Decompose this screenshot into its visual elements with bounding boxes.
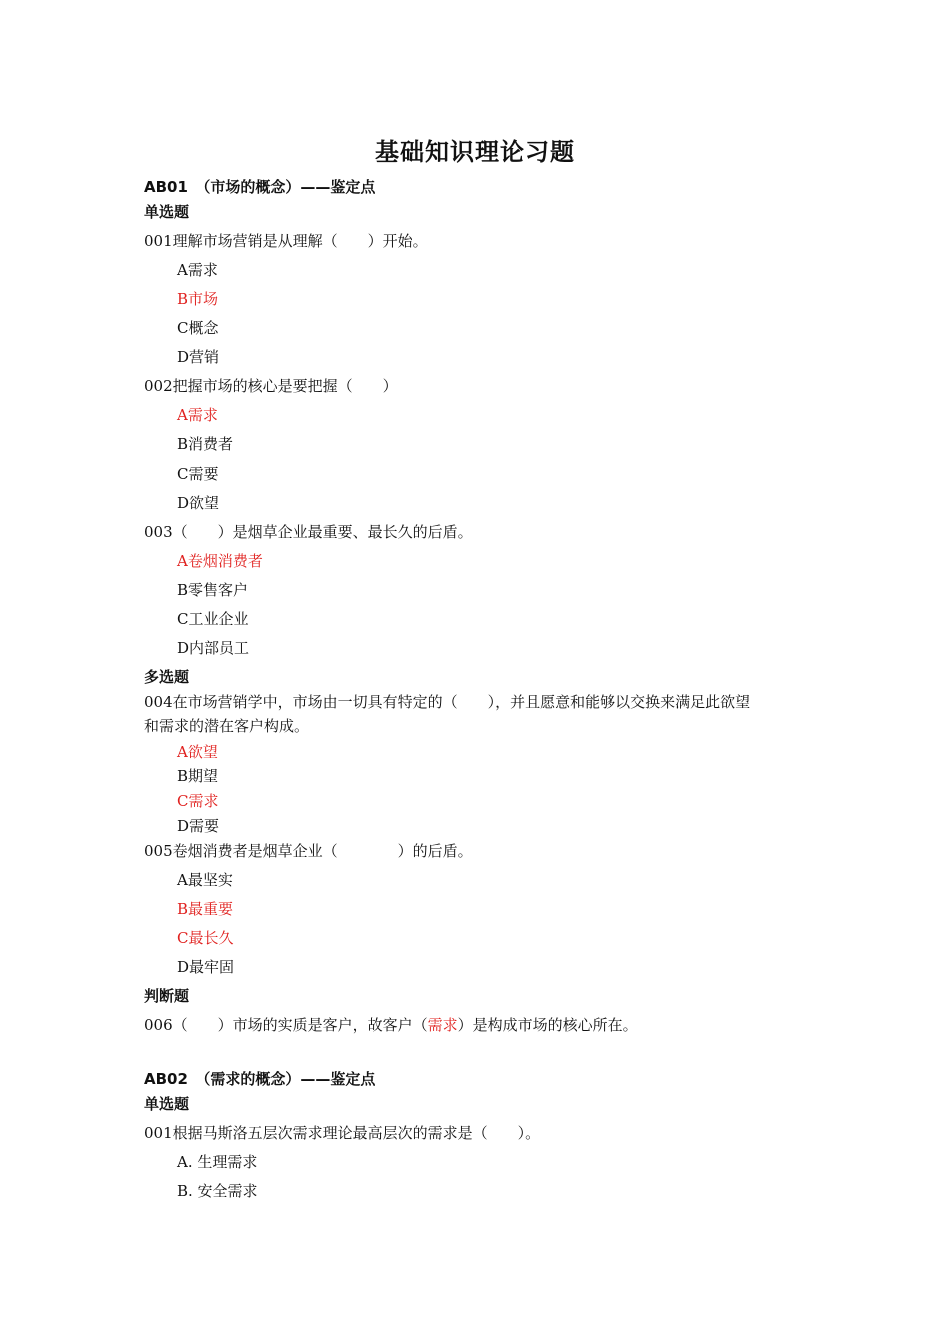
option-d: D营销 <box>177 348 220 366</box>
question-002: 002把握市场的核心是要把握（ ） <box>144 377 398 395</box>
option-a-answer: A欲望 <box>177 743 218 761</box>
option-c: C需要 <box>177 465 219 483</box>
option-b: B消费者 <box>177 435 234 453</box>
question-005: 005卷烟消费者是烟草企业（ ）的后盾。 <box>144 842 473 860</box>
question-006 <box>144 1015 638 1035</box>
question-006-answer: 需求 <box>427 1016 458 1034</box>
multi-choice-label: 多选题 <box>144 668 190 686</box>
question-003: 003（ ）是烟草企业最重要、最长久的后盾。 <box>144 523 473 541</box>
single-choice-label: 单选题 <box>144 203 190 221</box>
single-choice-label: 单选题 <box>144 1095 190 1113</box>
question-001: 001根据马斯洛五层次需求理论最高层次的需求是（ ）。 <box>144 1124 541 1142</box>
option-d: D最牢固 <box>177 958 235 976</box>
question-001: 001理解市场营销是从理解（ ）开始。 <box>144 232 428 250</box>
question-006-suffix: ）是构成市场的核心所在。 <box>457 1016 638 1034</box>
option-b: B期望 <box>177 767 219 785</box>
option-b: B. 安全需求 <box>177 1182 258 1200</box>
question-006-prefix: 006（ ）市场的实质是客户，故客户（ <box>144 1016 428 1034</box>
question-004-line1: 004在市场营销学中，市场由一切具有特定的（ ），并且愿意和能够以交换来满足此欲望 <box>144 693 751 711</box>
option-c: C概念 <box>177 319 219 337</box>
option-c-answer: C最长久 <box>177 929 234 947</box>
question-004-line2: 和需求的潜在客户构成。 <box>144 717 310 735</box>
section-header-ab01: AB01 （市场的概念）——鉴定点 <box>144 178 376 196</box>
option-d: D欲望 <box>177 494 220 512</box>
option-a: A需求 <box>177 261 218 279</box>
option-b-answer: B市场 <box>177 290 219 308</box>
section-header-ab02: AB02 （需求的概念）——鉴定点 <box>144 1070 376 1088</box>
option-d: D需要 <box>177 817 220 835</box>
option-c-answer: C需求 <box>177 792 219 810</box>
option-a-answer: A需求 <box>177 406 218 424</box>
option-a: A. 生理需求 <box>177 1153 258 1171</box>
option-a: A最坚实 <box>177 871 233 889</box>
option-b-answer: B最重要 <box>177 900 234 918</box>
option-a-answer: A卷烟消费者 <box>177 552 263 570</box>
option-b: B零售客户 <box>177 581 249 599</box>
option-c: C工业企业 <box>177 610 249 628</box>
judgment-label: 判断题 <box>144 987 190 1005</box>
document-title: 基础知识理论习题 <box>375 137 575 166</box>
option-d: D内部员工 <box>177 639 250 657</box>
